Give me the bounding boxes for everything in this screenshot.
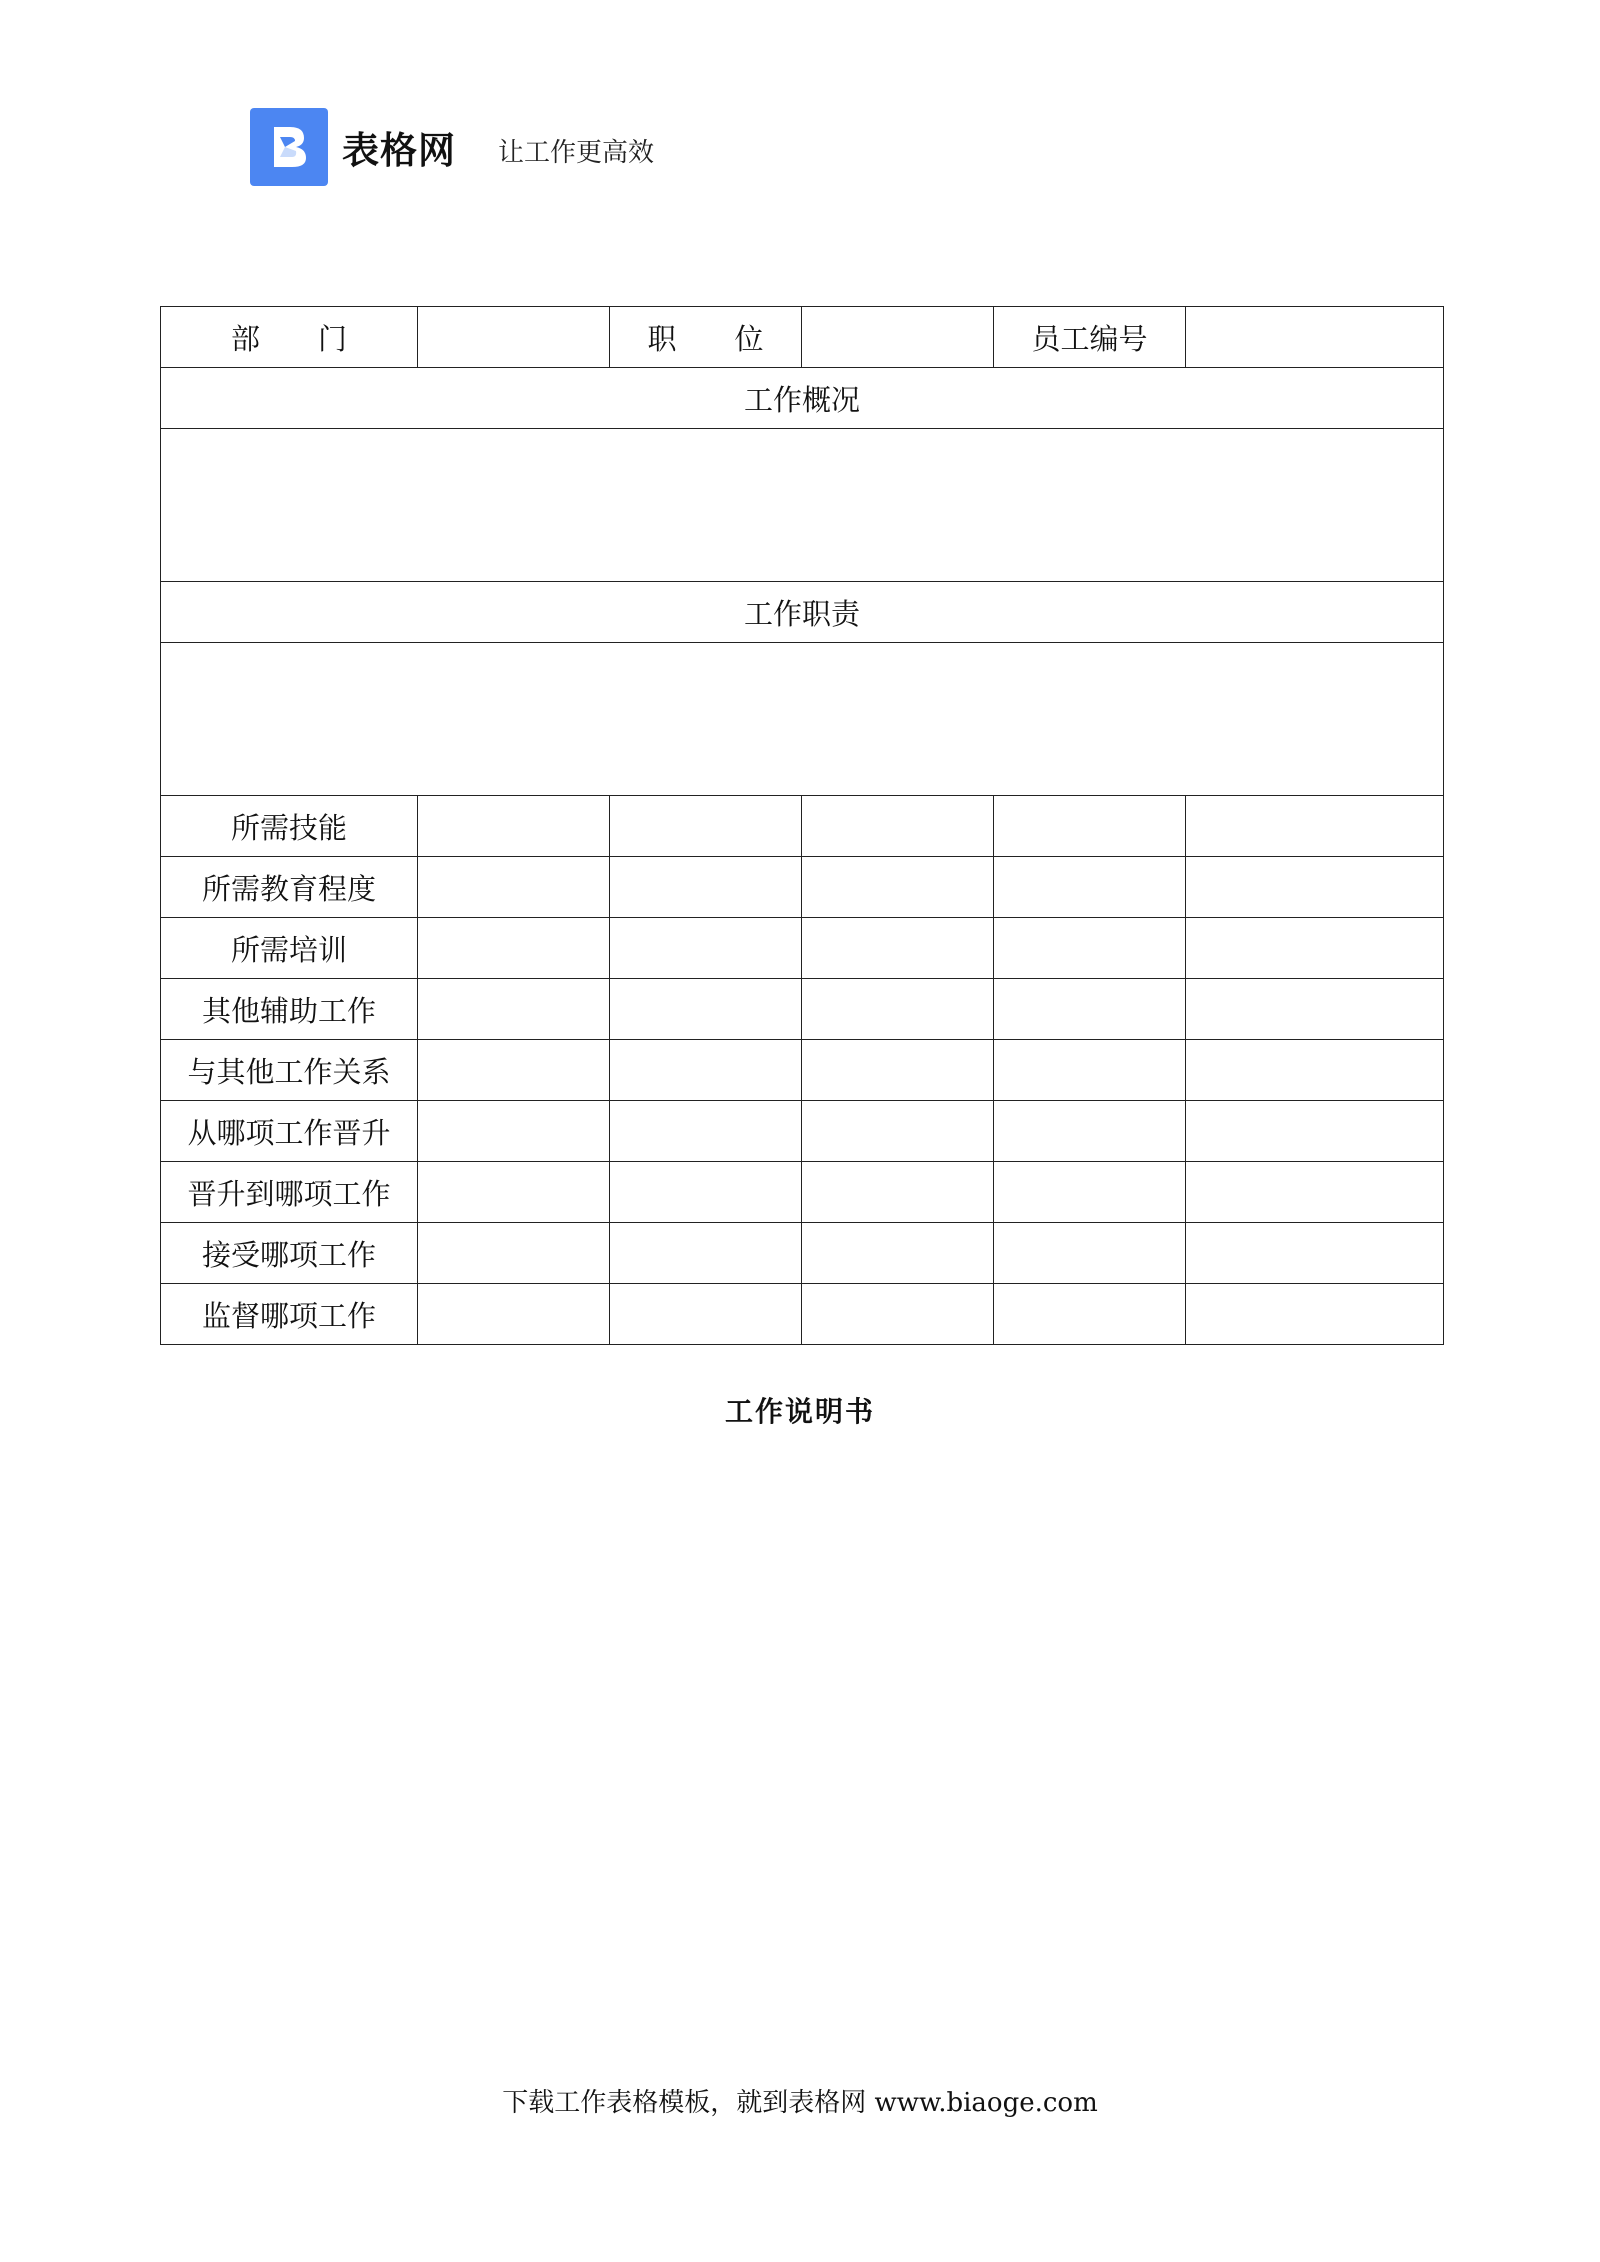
table-row xyxy=(161,918,1444,979)
footer-text: 下载工作表格模板，就到表格网 www.biaoge.com xyxy=(502,2088,1098,2118)
value-cell[interactable] xyxy=(1186,796,1444,857)
dept-label: 部 门 xyxy=(161,307,418,368)
value-cell[interactable] xyxy=(610,918,802,979)
value-cell[interactable] xyxy=(802,918,994,979)
value-cell[interactable] xyxy=(1186,918,1444,979)
value-cell[interactable] xyxy=(610,1101,802,1162)
value-cell[interactable] xyxy=(1186,1040,1444,1101)
position-value-cell[interactable] xyxy=(802,307,994,368)
biaoge-logo-icon xyxy=(250,108,328,186)
table-row-duties-content xyxy=(161,643,1444,796)
value-cell[interactable] xyxy=(610,857,802,918)
value-cell[interactable] xyxy=(1186,1223,1444,1284)
employee-id-value-cell[interactable] xyxy=(1186,307,1444,368)
row-label: 其他辅助工作 xyxy=(161,979,418,1040)
value-cell[interactable] xyxy=(802,1284,994,1345)
value-cell[interactable] xyxy=(418,918,610,979)
value-cell[interactable] xyxy=(1186,1162,1444,1223)
row-label: 监督哪项工作 xyxy=(161,1284,418,1345)
value-cell[interactable] xyxy=(610,1040,802,1101)
value-cell[interactable] xyxy=(802,979,994,1040)
value-cell[interactable] xyxy=(994,1101,1186,1162)
value-cell[interactable] xyxy=(418,1223,610,1284)
table-row-overview-content xyxy=(161,429,1444,582)
value-cell[interactable] xyxy=(610,1223,802,1284)
table-row xyxy=(161,1162,1444,1223)
value-cell[interactable] xyxy=(1186,1101,1444,1162)
dept-value-cell[interactable] xyxy=(418,307,610,368)
table-row xyxy=(161,1040,1444,1101)
value-cell[interactable] xyxy=(802,1162,994,1223)
value-cell[interactable] xyxy=(418,1101,610,1162)
value-cell[interactable] xyxy=(418,1284,610,1345)
value-cell[interactable] xyxy=(418,796,610,857)
table-row-basic-info xyxy=(161,307,1444,368)
value-cell[interactable] xyxy=(802,796,994,857)
value-cell[interactable] xyxy=(610,1162,802,1223)
row-label: 所需教育程度 xyxy=(161,857,418,918)
table-row-overview-header xyxy=(161,368,1444,429)
overview-header: 工作概况 xyxy=(161,368,1444,429)
value-cell[interactable] xyxy=(994,979,1186,1040)
brand-slogan: 让工作更高效 xyxy=(498,137,655,168)
value-cell[interactable] xyxy=(802,1101,994,1162)
duties-header: 工作职责 xyxy=(161,582,1444,643)
job-description-table xyxy=(160,306,1444,1345)
value-cell[interactable] xyxy=(802,1040,994,1101)
table-row xyxy=(161,979,1444,1040)
value-cell[interactable] xyxy=(994,1040,1186,1101)
value-cell[interactable] xyxy=(994,857,1186,918)
value-cell[interactable] xyxy=(610,1284,802,1345)
table-row xyxy=(161,1101,1444,1162)
duties-content-cell[interactable] xyxy=(161,643,1444,796)
row-label: 从哪项工作晋升 xyxy=(161,1101,418,1162)
value-cell[interactable] xyxy=(802,1223,994,1284)
table-row xyxy=(161,1223,1444,1284)
value-cell[interactable] xyxy=(1186,857,1444,918)
value-cell[interactable] xyxy=(1186,1284,1444,1345)
row-label: 与其他工作关系 xyxy=(161,1040,418,1101)
value-cell[interactable] xyxy=(418,979,610,1040)
value-cell[interactable] xyxy=(994,796,1186,857)
value-cell[interactable] xyxy=(802,857,994,918)
overview-content-cell[interactable] xyxy=(161,429,1444,582)
position-label: 职 位 xyxy=(610,307,802,368)
table-row xyxy=(161,796,1444,857)
value-cell[interactable] xyxy=(994,1223,1186,1284)
document-title: 工作说明书 xyxy=(724,1395,875,1428)
value-cell[interactable] xyxy=(610,796,802,857)
value-cell[interactable] xyxy=(418,857,610,918)
row-label: 所需技能 xyxy=(161,796,418,857)
table-row-duties-header xyxy=(161,582,1444,643)
row-label: 晋升到哪项工作 xyxy=(161,1162,418,1223)
row-label: 接受哪项工作 xyxy=(161,1223,418,1284)
value-cell[interactable] xyxy=(994,918,1186,979)
value-cell[interactable] xyxy=(1186,979,1444,1040)
page-header xyxy=(250,107,654,187)
value-cell[interactable] xyxy=(610,979,802,1040)
employee-id-label: 员工编号 xyxy=(994,307,1186,368)
value-cell[interactable] xyxy=(418,1162,610,1223)
value-cell[interactable] xyxy=(994,1162,1186,1223)
table-row xyxy=(161,857,1444,918)
value-cell[interactable] xyxy=(418,1040,610,1101)
row-label: 所需培训 xyxy=(161,918,418,979)
brand-name: 表格网 xyxy=(342,129,456,172)
table-row xyxy=(161,1284,1444,1345)
value-cell[interactable] xyxy=(994,1284,1186,1345)
